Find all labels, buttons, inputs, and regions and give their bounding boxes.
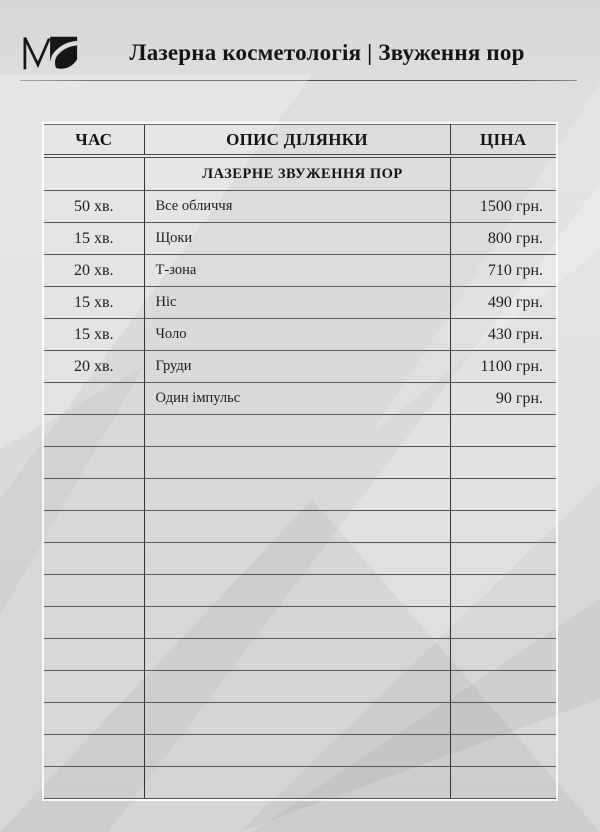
time-cell <box>44 447 144 479</box>
ms-monogram-logo-icon <box>22 35 80 71</box>
price-cell <box>450 639 556 671</box>
page-title: Лазерна косметологія | Звуження пор <box>129 40 525 65</box>
table-row <box>44 351 556 383</box>
time-cell <box>44 575 144 607</box>
table-header-row <box>44 125 556 157</box>
column-header-description: ОПИС ДІЛЯНКИ <box>144 125 450 157</box>
column-header-time: ЧАС <box>44 125 144 157</box>
table-row <box>44 223 556 255</box>
table-row <box>44 607 556 639</box>
description-cell <box>144 575 450 607</box>
time-cell: 50 хв. <box>44 191 144 223</box>
section-title: ЛАЗЕРНЕ ЗВУЖЕННЯ ПОР <box>144 156 450 191</box>
table-row <box>44 735 556 767</box>
description-cell <box>144 735 450 767</box>
table-row <box>44 447 556 479</box>
description-cell <box>144 639 450 671</box>
table-row <box>44 383 556 415</box>
price-cell <box>450 767 556 799</box>
description-cell <box>144 543 450 575</box>
time-cell <box>44 607 144 639</box>
time-cell: 15 хв. <box>44 319 144 351</box>
description-cell <box>144 511 450 543</box>
time-cell: 15 хв. <box>44 223 144 255</box>
price-cell <box>450 671 556 703</box>
price-cell: 90 грн. <box>450 383 556 415</box>
price-cell <box>450 415 556 447</box>
price-table <box>44 124 556 799</box>
time-cell <box>44 543 144 575</box>
time-cell <box>44 671 144 703</box>
table-row <box>44 415 556 447</box>
price-cell <box>450 479 556 511</box>
table-row <box>44 191 556 223</box>
description-cell: Все обличчя <box>144 191 450 223</box>
description-cell: Т-зона <box>144 255 450 287</box>
description-cell <box>144 703 450 735</box>
price-cell: 430 грн. <box>450 319 556 351</box>
header <box>0 0 600 72</box>
price-cell <box>450 543 556 575</box>
table-row <box>44 511 556 543</box>
header-divider <box>20 80 577 81</box>
time-cell <box>44 511 144 543</box>
price-cell: 490 грн. <box>450 287 556 319</box>
description-cell <box>144 479 450 511</box>
column-header-price: ЦІНА <box>450 125 556 157</box>
time-cell <box>44 735 144 767</box>
table-row <box>44 543 556 575</box>
price-cell <box>450 607 556 639</box>
price-cell <box>450 703 556 735</box>
table-row <box>44 767 556 799</box>
price-table-wrap <box>42 122 558 801</box>
table-body <box>44 156 556 799</box>
description-cell: Чоло <box>144 319 450 351</box>
time-cell <box>44 156 144 191</box>
description-cell <box>144 671 450 703</box>
time-cell <box>44 767 144 799</box>
description-cell: Груди <box>144 351 450 383</box>
price-cell <box>450 447 556 479</box>
table-row <box>44 319 556 351</box>
table-row <box>44 255 556 287</box>
description-cell: Один імпульс <box>144 383 450 415</box>
time-cell: 15 хв. <box>44 287 144 319</box>
description-cell <box>144 447 450 479</box>
price-cell: 800 грн. <box>450 223 556 255</box>
table-row <box>44 703 556 735</box>
price-cell <box>450 575 556 607</box>
description-cell: Щоки <box>144 223 450 255</box>
table-row <box>44 671 556 703</box>
time-cell: 20 хв. <box>44 255 144 287</box>
table-row <box>44 639 556 671</box>
table-row <box>44 287 556 319</box>
price-cell: 1500 грн. <box>450 191 556 223</box>
time-cell <box>44 415 144 447</box>
time-cell: 20 хв. <box>44 351 144 383</box>
time-cell <box>44 639 144 671</box>
time-cell <box>44 703 144 735</box>
price-cell <box>450 156 556 191</box>
description-cell <box>144 767 450 799</box>
table-row <box>44 575 556 607</box>
section-title-row <box>44 156 556 191</box>
price-cell: 1100 грн. <box>450 351 556 383</box>
price-cell: 710 грн. <box>450 255 556 287</box>
description-cell: Ніс <box>144 287 450 319</box>
price-cell <box>450 511 556 543</box>
description-cell <box>144 415 450 447</box>
description-cell <box>144 607 450 639</box>
price-cell <box>450 735 556 767</box>
time-cell <box>44 383 144 415</box>
time-cell <box>44 479 144 511</box>
table-row <box>44 479 556 511</box>
